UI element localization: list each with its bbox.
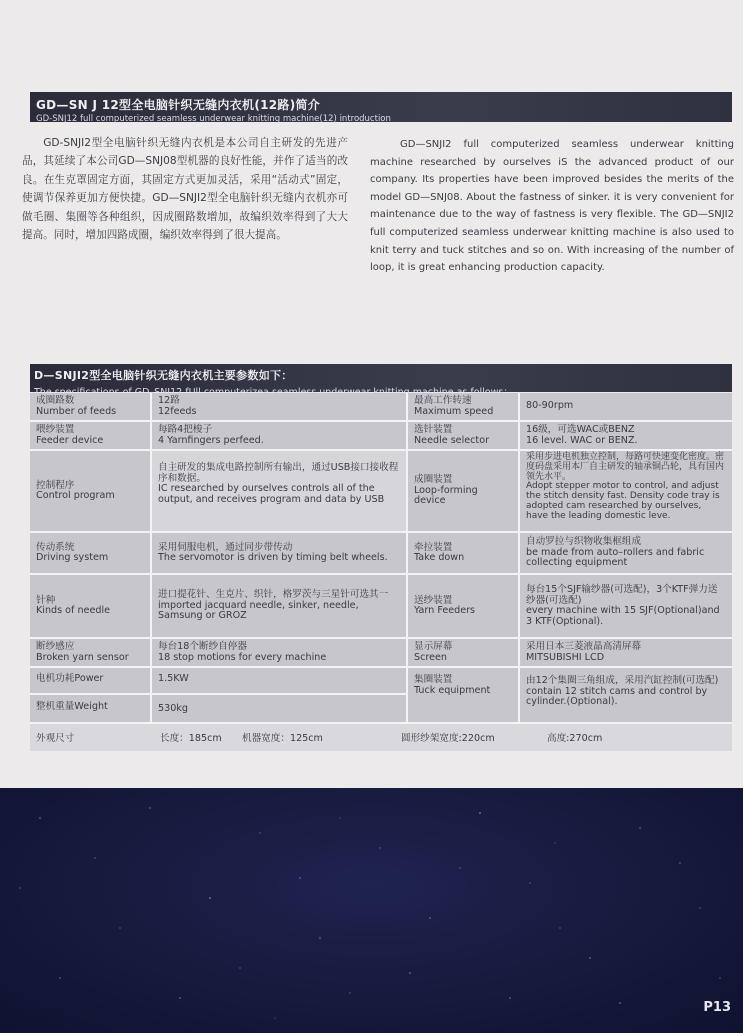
spec-label-cn: 最高工作转速 xyxy=(414,395,472,406)
spec-label-cn: 控制程序 xyxy=(36,479,75,491)
spec-value-en: MITSUBISHI LCD xyxy=(526,651,605,663)
spec-value-cell xyxy=(520,422,732,449)
spec-value-cn: 采用伺服电机，通过同步带传动 xyxy=(158,541,293,553)
spec-row-power-weight xyxy=(30,668,732,722)
starfield-stars xyxy=(0,788,743,1033)
spec-value-cell xyxy=(520,451,732,531)
spec-value-cell xyxy=(152,668,406,693)
spec-label-cn: 牵拉装置 xyxy=(414,541,453,553)
spec-value-cell xyxy=(152,533,406,573)
spec-label-cn: 选针装置 xyxy=(414,424,453,435)
spec-value: 80-90rpm xyxy=(526,400,574,412)
spec-value-en: every machine with 15 SJF(Optional)and 3 KTF(Optional). xyxy=(526,605,720,627)
spec-value-en: 18 stop motions for every machine xyxy=(158,651,327,663)
spec-value-en: 16 level. WAC or BENZ. xyxy=(526,434,638,446)
spec-label-cell xyxy=(30,668,150,693)
spec-value-cn: 16级，可选WAC或BENZ xyxy=(526,424,635,435)
intro-body-cn: GD-SNJI2型全电脑针织无缝内衣机是本公司自主研发的先进产品，其延续了本公司GD—SNJ08型机器的良好性能，并作了适当的改良。在生克罩固定方面，其固定方式更加灵活，采用“活动式”固定，使调节保养更加方便快捷。GD—SNJI2型全电脑针织无缝内衣机亦可做毛圈、集圈等各种组织，因成圈路数增加，故编织效率得到了大大提高。同时，增加四路成圈，编织效率得到了很大提高。 xyxy=(22,137,348,242)
dim-length: 长度：185cm xyxy=(160,733,222,744)
dim-width: 机器宽度：125cm xyxy=(242,733,323,744)
spec-value-en: Adopt stepper motor to control, and adjust the stitch density fast. Density code tray is adopted cam researched by ourselves, have the leading domestic leve. xyxy=(526,481,720,521)
spec-row-feeder xyxy=(30,422,732,449)
spec-label-en: Number of feeds xyxy=(36,405,117,417)
spec-label-cell xyxy=(408,639,518,666)
spec-value-cn: 由12个集圈三角组成，采用汽缸控制(可选配) xyxy=(526,675,719,686)
spec-label-en: Yarn Feeders xyxy=(414,605,476,616)
dimensions-line xyxy=(30,724,732,751)
spec-label-cell xyxy=(30,451,150,531)
spec-value-cn: 自动罗拉与织物收集框组成 xyxy=(526,536,642,548)
spec-label-cell xyxy=(30,695,150,722)
spec-label: 整机重量Weight xyxy=(36,701,108,712)
spec-label-cn: 送纱装置 xyxy=(414,594,453,606)
spec-label-en: Control program xyxy=(36,490,115,501)
spec-label-cell xyxy=(408,575,518,637)
spec-label-en: Needle selector xyxy=(414,434,490,446)
spec-label-cell xyxy=(408,422,518,449)
spec-value-cn: 每台18个断纱自停器 xyxy=(158,641,247,652)
specs-header xyxy=(30,364,732,392)
dim-height: 高度:270cm xyxy=(547,733,603,744)
spec-label-cell xyxy=(30,393,150,420)
dim-label: 外观尺寸 xyxy=(36,733,75,744)
spec-label-en: Take down xyxy=(414,552,465,563)
spec-label-en: Maximum speed xyxy=(414,405,494,417)
spec-label-cell xyxy=(408,393,518,420)
spec-label: 电机功耗Power xyxy=(36,673,104,684)
intro-header xyxy=(30,92,732,122)
spec-row-needle xyxy=(30,575,732,637)
spec-label-cn: 传动系统 xyxy=(36,541,75,553)
intro-title-cn: GD—SN J 12型全电脑针织无缝内衣机(12路)简介 xyxy=(36,98,321,112)
spec-value-cn: 采用步进电机独立控制，每路可快速变化密度。密度码盘采用本厂自主研发的轴承铜凸轮，具有国内领先水平。 xyxy=(526,452,725,482)
spec-value-cn: 进口提花针、生克片、织针，格罗茨与三星针可选其一 xyxy=(158,589,389,601)
intro-title-en: GD-SNJ12 full computerized seamless underwear knitting machine(12) introduction xyxy=(36,114,391,124)
spec-value-cell xyxy=(520,575,732,637)
page-number: P13 xyxy=(703,1000,731,1015)
spec-label-en: Kinds of needle xyxy=(36,605,111,616)
spec-label-cell xyxy=(30,422,150,449)
spec-value-cn: 采用日本三菱液晶高清屏幕 xyxy=(526,641,642,652)
spec-value-cn: 每路4把梭子 xyxy=(158,424,213,435)
spec-value-cell xyxy=(520,393,732,420)
spec-value-cell xyxy=(152,639,406,666)
spec-value-cell xyxy=(520,668,732,722)
intro-body-en: GD—SNJI2 full computerized seamless underwear knitting machine researched by ourselves iS the advanced product of our company. Its properties have been improved besides the merits of the model GD—SNJ08. About the fastness of sinker. it is very convenient for maintenance due to the way of fastness is very flexible. The GD—SNJI2 full computerized seamless underwear knitting machine is also used to knit terry and tuck stitches and so on. With increasing of the number of loop, it is great enhancing production capacity. xyxy=(370,139,734,274)
spec-value-en: contain 12 stitch cams and control by cylinder.(Optional). xyxy=(526,685,708,707)
dim-creel-diameter: 圆形纱架宽度:220cm xyxy=(401,733,495,744)
spec-label-cell xyxy=(30,575,150,637)
spec-value-cell xyxy=(520,639,732,666)
spec-label-en: Screen xyxy=(414,651,447,663)
spec-row-dimensions xyxy=(30,724,732,751)
spec-label-cell xyxy=(408,533,518,573)
spec-value: 1.5KW xyxy=(158,673,189,684)
spec-label-cn: 断纱感应 xyxy=(36,641,75,652)
spec-value-en: 12feeds xyxy=(158,405,197,417)
spec-value-en: IC researched by ourselves controls all of the output, and receives program and data by USB xyxy=(158,483,385,505)
spec-value-en: 4 Yarnfingers perfeed. xyxy=(158,434,264,446)
spec-row-driving xyxy=(30,533,732,573)
spec-value-cell xyxy=(152,451,406,531)
spec-label-cn: 集圈装置 xyxy=(414,674,453,685)
specs-title-cn: D—SNJI2型全电脑针织无缝内衣机主要参数如下： xyxy=(34,369,293,382)
spec-label-cn: 成圈路数 xyxy=(36,395,75,406)
spec-label-cell xyxy=(408,451,518,531)
spec-label-cn: 显示屏幕 xyxy=(414,641,453,652)
spec-label-en: Loop-forming device xyxy=(414,484,478,507)
spec-value-cn: 每台15个SJF输纱器(可选配)，3个KTF弹力送纱器(可选配) xyxy=(526,584,718,606)
spec-value-en: be made from auto–rollers and fabric collecting equipment xyxy=(526,546,705,569)
spec-value-en: The servomotor is driven by timing belt wheels. xyxy=(158,552,388,563)
spec-value-cell xyxy=(152,575,406,637)
spec-label-en: Feeder device xyxy=(36,434,104,446)
spec-label-en: Driving system xyxy=(36,552,109,563)
starfield-background xyxy=(0,788,743,1033)
spec-value-cell xyxy=(152,695,406,722)
spec-label-cn: 成圈装置 xyxy=(414,474,453,486)
spec-value-cn: 12路 xyxy=(158,395,180,406)
spec-label-cn: 针种 xyxy=(36,594,56,606)
spec-label-en: Tuck equipment xyxy=(414,684,491,696)
spec-row-sensor xyxy=(30,639,732,666)
spec-value-cell xyxy=(152,422,406,449)
spec-value-cell xyxy=(152,393,406,420)
spec-value-cn: 自主研发的集成电路控制所有输出，通过USB接口接收程序和数据。 xyxy=(158,462,399,484)
spec-value-en: imported jacquard needle, sinker, needle, Samsung or GROZ xyxy=(158,599,359,622)
spec-value: 530kg xyxy=(158,703,188,714)
spec-label-cell xyxy=(408,668,518,722)
spec-row-control xyxy=(30,451,732,531)
spec-value-cell xyxy=(520,533,732,573)
spec-table xyxy=(30,393,732,751)
spec-row-feeds xyxy=(30,393,732,420)
spec-label-cn: 喂纱装置 xyxy=(36,424,75,435)
spec-label-en: Broken yarn sensor xyxy=(36,651,129,663)
spec-label-cell xyxy=(30,639,150,666)
spec-label-cell xyxy=(30,533,150,573)
